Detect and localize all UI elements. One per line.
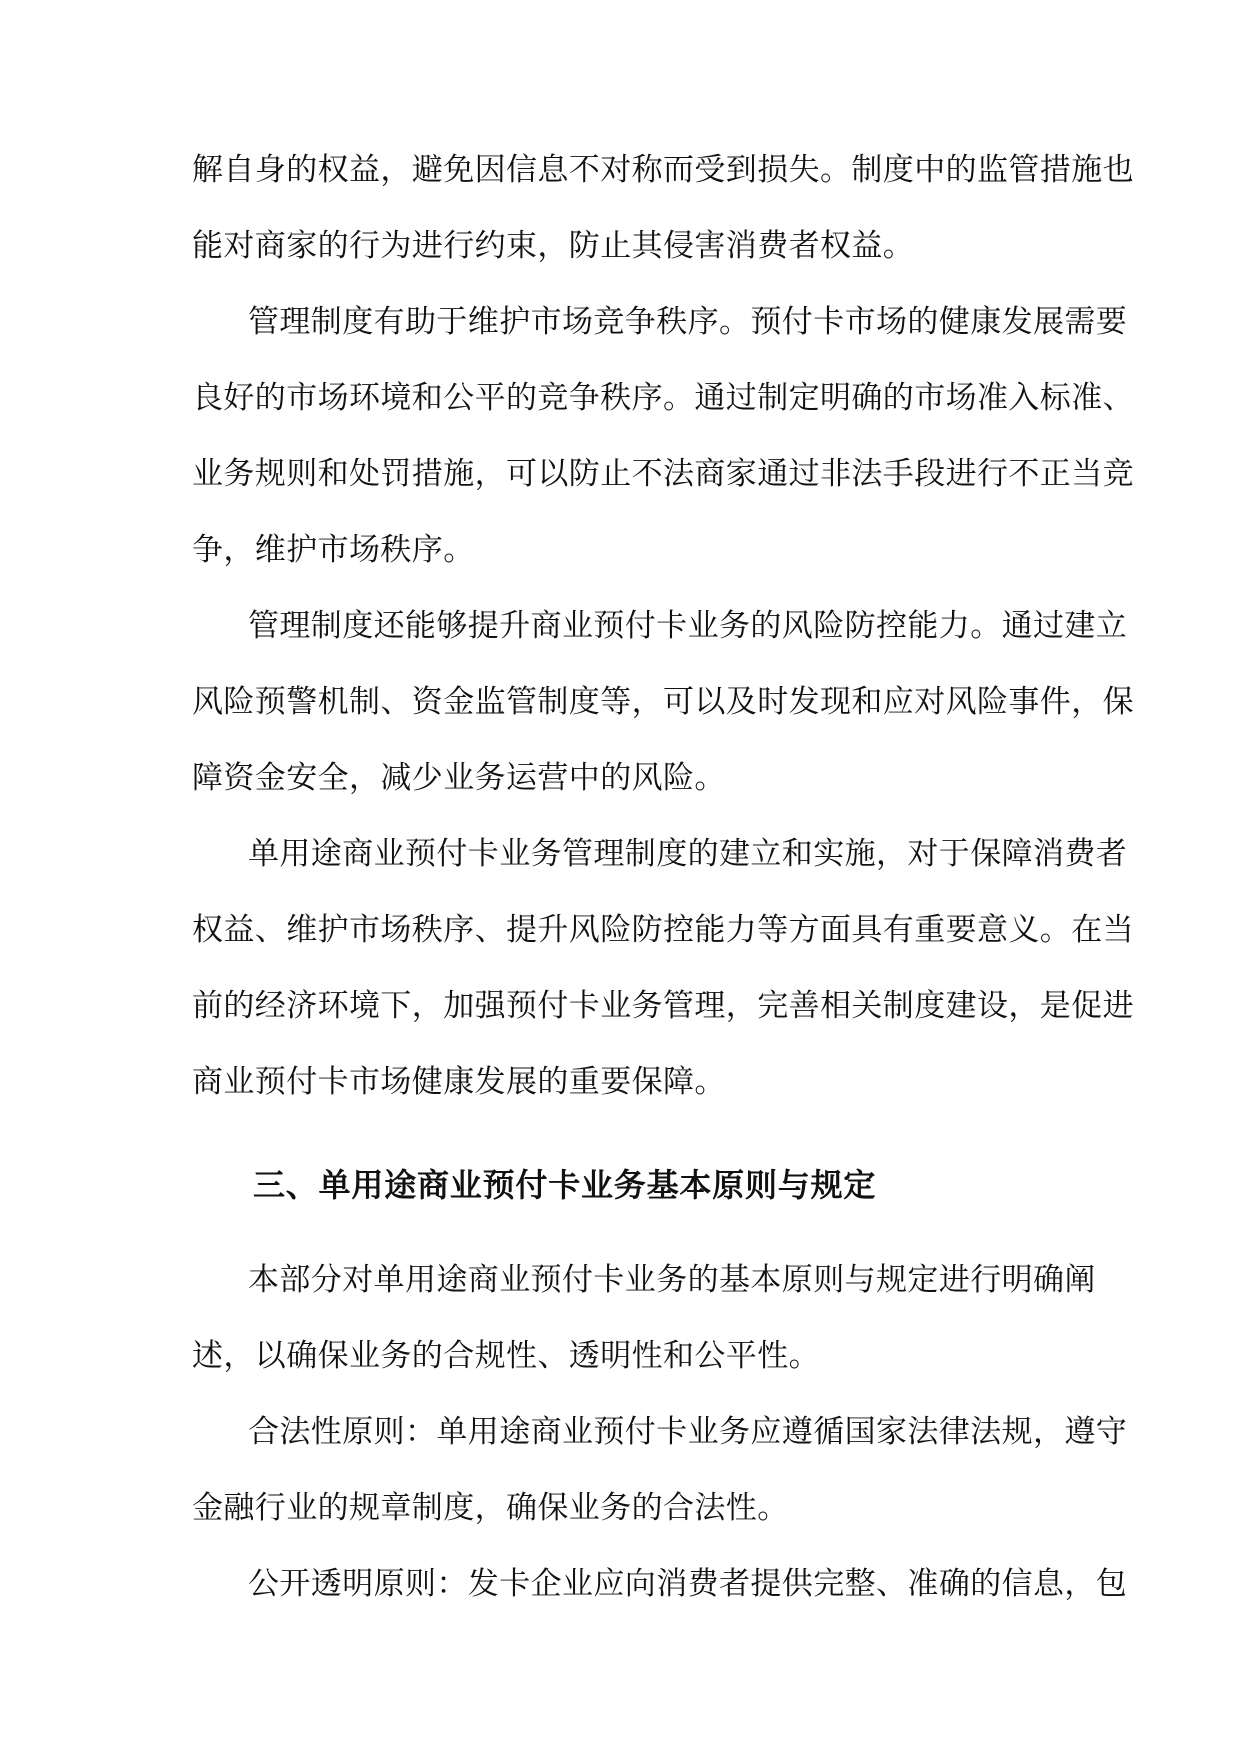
text-line: 解自身的权益，避免因信息不对称而受到损失。制度中的监管措施也 [192,152,1134,188]
text-line: 前的经济环境下，加强预付卡业务管理，完善相关制度建设，是促进 [192,988,1134,1024]
text-line: 权益、维护市场秩序、提升风险防控能力等方面具有重要意义。在当 [192,912,1134,948]
paragraph-first-line: 公开透明原则：发卡企业应向消费者提供完整、准确的信息，包 [248,1566,1128,1602]
paragraph-first-line: 管理制度还能够提升商业预付卡业务的风险防控能力。通过建立 [248,608,1128,644]
paragraph-first-line: 本部分对单用途商业预付卡业务的基本原则与规定进行明确阐 [248,1262,1096,1298]
text-line: 能对商家的行为进行约束，防止其侵害消费者权益。 [192,228,915,264]
text-line: 风险预警机制、资金监管制度等，可以及时发现和应对风险事件，保 [192,684,1134,720]
text-line: 金融行业的规章制度，确保业务的合法性。 [192,1490,789,1526]
text-line: 良好的市场环境和公平的竞争秩序。通过制定明确的市场准入标准、 [192,380,1134,416]
text-line: 业务规则和处罚措施，可以防止不法商家通过非法手段进行不正当竞 [192,456,1134,492]
text-line: 障资金安全，减少业务运营中的风险。 [192,760,726,796]
paragraph-first-line: 合法性原则：单用途商业预付卡业务应遵循国家法律法规，遵守 [248,1414,1128,1450]
text-line: 争，维护市场秩序。 [192,532,475,568]
text-line: 述，以确保业务的合规性、透明性和公平性。 [192,1338,820,1374]
paragraph-first-line: 管理制度有助于维护市场竞争秩序。预付卡市场的健康发展需要 [248,304,1128,340]
paragraph-first-line: 单用途商业预付卡业务管理制度的建立和实施，对于保障消费者 [248,836,1128,872]
text-line: 商业预付卡市场健康发展的重要保障。 [192,1064,726,1100]
section-heading: 三、单用途商业预付卡业务基本原则与规定 [253,1166,877,1204]
